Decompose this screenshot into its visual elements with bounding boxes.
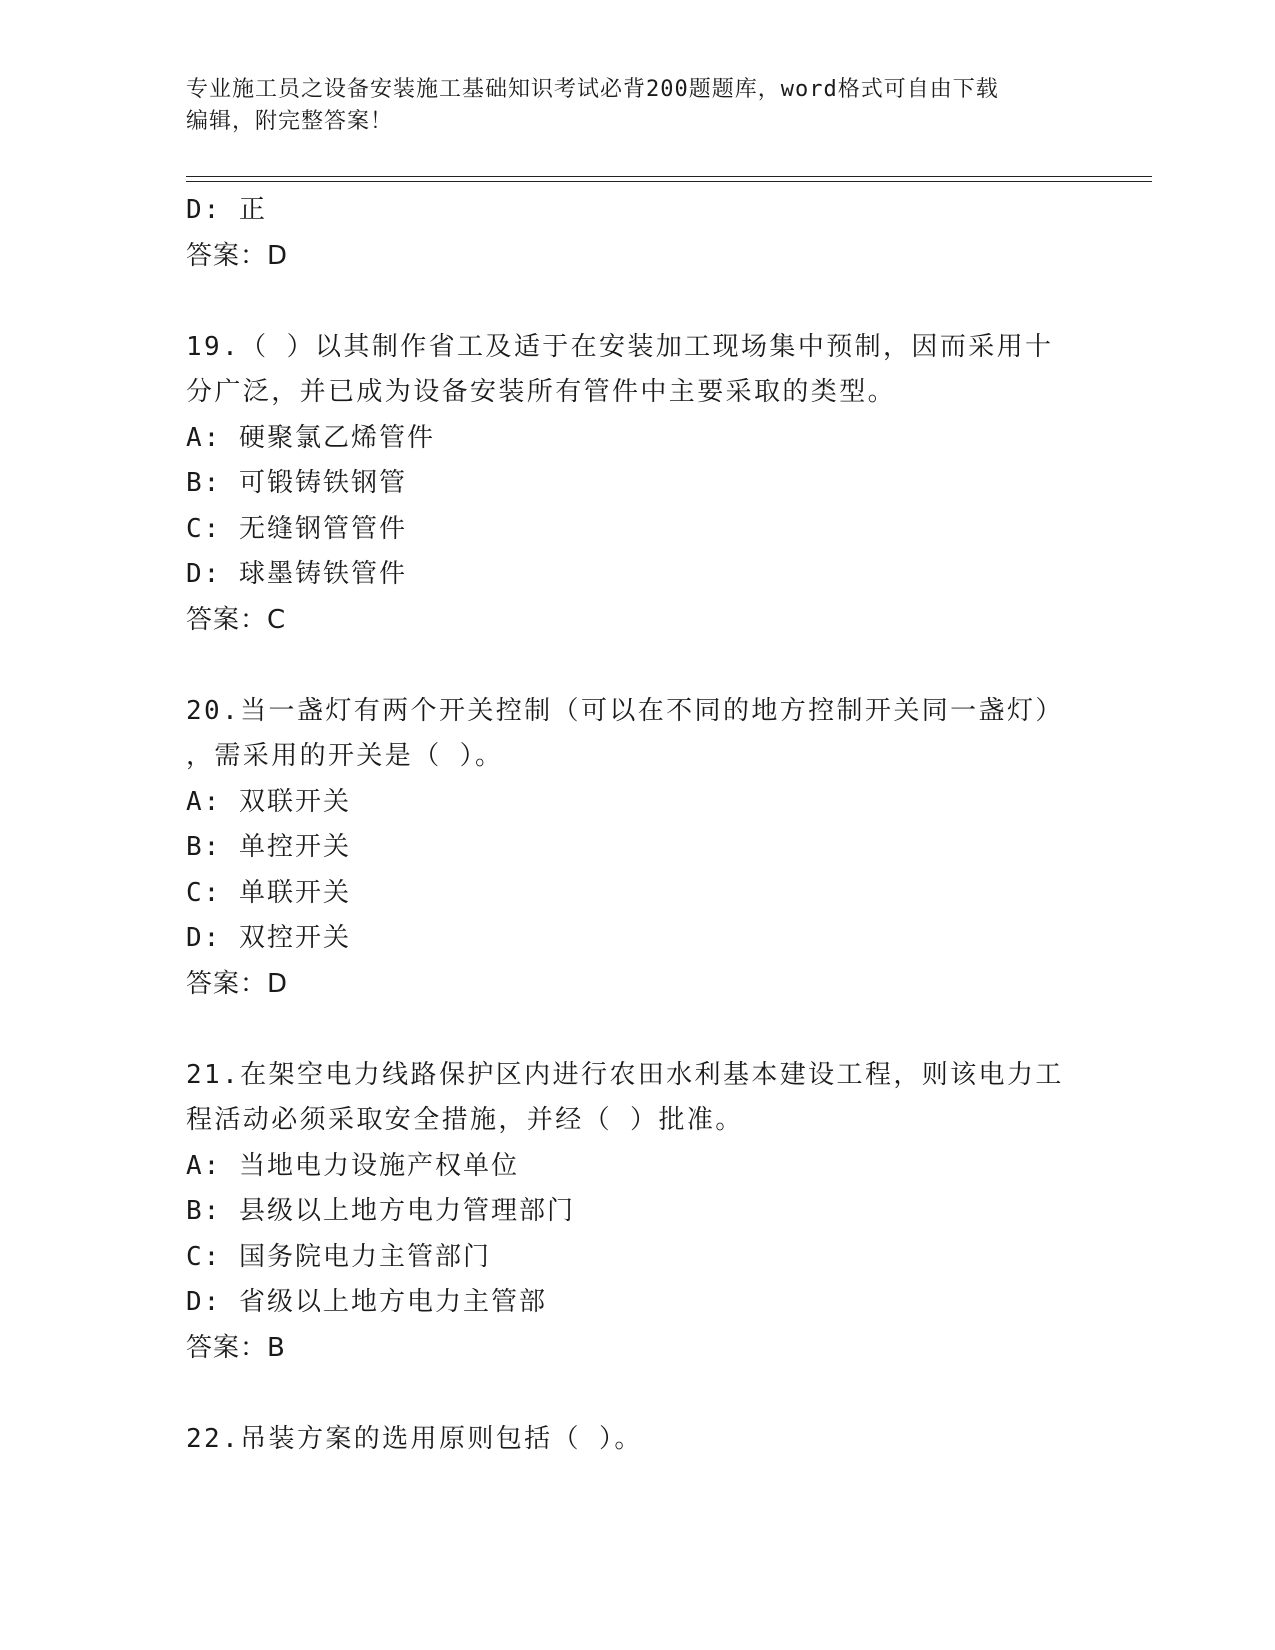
question-19: [186, 325, 1086, 644]
spacer: [186, 1007, 1086, 1053]
option-c: C: 无缝钢管管件: [186, 513, 407, 544]
answer: 答案：B: [186, 1332, 286, 1363]
header-line-2: 编辑，附完整答案！: [186, 109, 394, 134]
option-d: D: 双控开关: [186, 923, 351, 953]
document-header: [186, 74, 1066, 138]
spacer: [186, 279, 1086, 325]
option-a: A: 硬聚氯乙烯管件: [186, 422, 435, 453]
option-a: A: 双联开关: [186, 786, 351, 817]
question-text: [186, 325, 1086, 416]
header-line-1: 专业施工员之设备安装施工基础知识考试必背200题题库，word格式可自由下载: [186, 77, 999, 102]
header-divider-bottom: [186, 181, 1152, 182]
answer: 答案：D: [186, 968, 289, 999]
option-d: D: 球墨铸铁管件: [186, 559, 407, 589]
question-text-line: 程活动必须采取安全措施，并经（ ）批准。: [186, 1105, 744, 1135]
answer: 答案：C: [186, 604, 287, 635]
question-text-line: 21.在架空电力线路保护区内进行农田水利基本建设工程，则该电力工: [186, 1059, 1064, 1090]
document-body: [186, 188, 1086, 1462]
prev-question-answer: 答案：D: [186, 240, 289, 271]
question-20: [186, 689, 1086, 1008]
option-c: C: 国务院电力主管部门: [186, 1241, 491, 1272]
question-text-line: 22.吊装方案的选用原则包括（ ）。: [186, 1423, 643, 1454]
option-b: B: 县级以上地方电力管理部门: [186, 1196, 575, 1226]
question-21: [186, 1053, 1086, 1372]
option-d: D: 省级以上地方电力主管部: [186, 1287, 547, 1317]
question-text-line: 20.当一盏灯有两个开关控制（可以在不同的地方控制开关同一盏灯）: [186, 695, 1064, 726]
header-divider-top: [186, 176, 1152, 177]
option-b: B: 可锻铸铁钢管: [186, 468, 407, 498]
option-a: A: 当地电力设施产权单位: [186, 1150, 519, 1181]
spacer: [186, 643, 1086, 689]
question-text-line: 19.（ ）以其制作省工及适于在安装加工现场集中预制，因而采用十: [186, 331, 1054, 362]
question-text: [186, 1053, 1086, 1144]
spacer: [186, 1371, 1086, 1417]
option-c: C: 单联开关: [186, 877, 351, 908]
question-text-line: ，需采用的开关是（ ）。: [186, 741, 504, 771]
question-text: [186, 689, 1086, 780]
option-b: B: 单控开关: [186, 832, 351, 862]
question-text: [186, 1417, 1086, 1463]
prev-question-option-d: D: 正: [186, 195, 267, 225]
question-22: [186, 1417, 1086, 1463]
question-text-line: 分广泛，并已成为设备安装所有管件中主要采取的类型。: [186, 377, 897, 407]
